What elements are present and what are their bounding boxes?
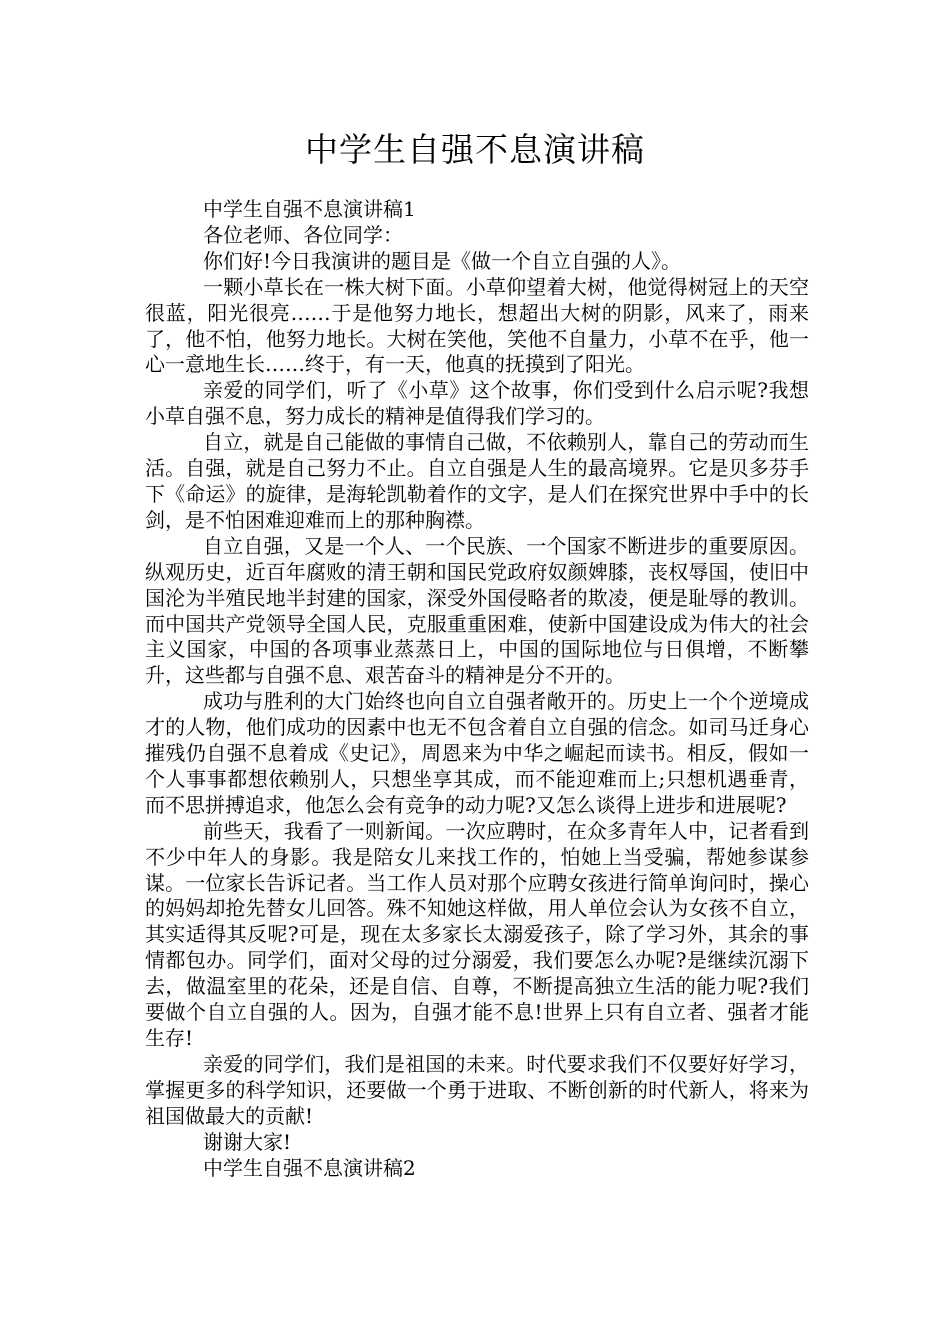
paragraph-thanks: 谢谢大家! (203, 1129, 292, 1154)
paragraph-self-reliance-definition: 自立，就是自己能做的事情自己做，不依赖别人，靠自己的劳动而生活。自强，就是自己努力不止。自立自强是人生的最高境界。它是贝多芬手下《命运》的旋律，是海轮凯勒着作的文字，是人们在探究世界中手中的长剑，是不怕困难迎难而上的那种胸襟。 (145, 430, 809, 532)
paragraph-grass-story: 一颗小草长在一株大树下面。小草仰望着大树，他觉得树冠上的天空很蓝，阳光很亮……于是他努力地长，想超出大树的阴影，风来了，雨来了，他不怕，他努力地长。大树在笑他，笑他不自量力，小草不在乎，他一心一意地生长……终于，有一天，他真的抚摸到了阳光。 (145, 274, 809, 377)
document-title: 中学生自强不息演讲稿 (305, 130, 645, 169)
paragraph-news-story: 前些天，我看了一则新闻。一次应聘时，在众多青年人中，记者看到不少中年人的身影。我是陪女儿来找工作的，怕她上当受骗，帮她参谋参谋。一位家长告诉记者。当工作人员对那个应聘女孩进行简单询问时，操心的妈妈却抢先替女儿回答。殊不知她这样做，用人单位会认为女孩不自立，其实适得其反呢?可是，现在太多家长太溺爱孩子，除了学习外，其余的事情都包办。同学们，面对父母的过分溺爱，我们要怎么办呢?是继续沉溺下去，做温室里的花朵，还是自信、自尊，不断提高独立生活的能力呢?我们要做个自立自强的人。因为，自强才能不息!世界上只有自立者、强者才能生存! (145, 818, 809, 1050)
paragraph-speech-heading-1: 中学生自强不息演讲稿1 (203, 197, 416, 221)
paragraph-story-lesson: 亲爱的同学们，听了《小草》这个故事，你们受到什么启示呢?我想小草自强不息，努力成长的精神是值得我们学习的。 (145, 378, 809, 429)
document-body (145, 197, 809, 1181)
paragraph-success-examples: 成功与胜利的大门始终也向自立自强者敞开的。历史上一个个逆境成才的人物，他们成功的因素中也无不包含着自立自强的信念。如司马迁身心摧残仍自强不息着成《史记》，周恩来为中华之崛起而读书。相反，假如一个人事事都想依赖别人，只想坐享其成，而不能迎难而上;只想机遇垂青，而不思拼搏追求，他怎么会有竞争的动力呢?又怎么谈得上进步和进展呢? (145, 689, 809, 817)
paragraph-greeting: 你们好!今日我演讲的题目是《做一个自立自强的人》。 (203, 248, 682, 273)
paragraph-speech-heading-2: 中学生自强不息演讲稿2 (203, 1155, 416, 1180)
paragraph-national-progress: 自立自强，又是一个人、一个民族、一个国家不断进步的重要原因。纵观历史，近百年腐败的清王朝和国民党政府奴颜婢膝，丧权辱国，使旧中国沦为半殖民地半封建的国家，深受外国侵略者的欺凌，便是耻辱的教训。而中国共产党领导全国人民，克服重重困难，使新中国建设成为伟大的社会主义国家，中国的各项事业蒸蒸日上，中国的国际地位与日俱增，不断攀升，这些都与自强不息、艰苦奋斗的精神是分不开的。 (145, 533, 809, 688)
paragraph-salutation: 各位老师、各位同学： (203, 222, 403, 247)
paragraph-call-to-action: 亲爱的同学们，我们是祖国的未来。时代要求我们不仅要好好学习，掌握更多的科学知识，还要做一个勇于进取、不断创新的时代新人，将来为祖国做最大的贡献! (145, 1051, 809, 1128)
